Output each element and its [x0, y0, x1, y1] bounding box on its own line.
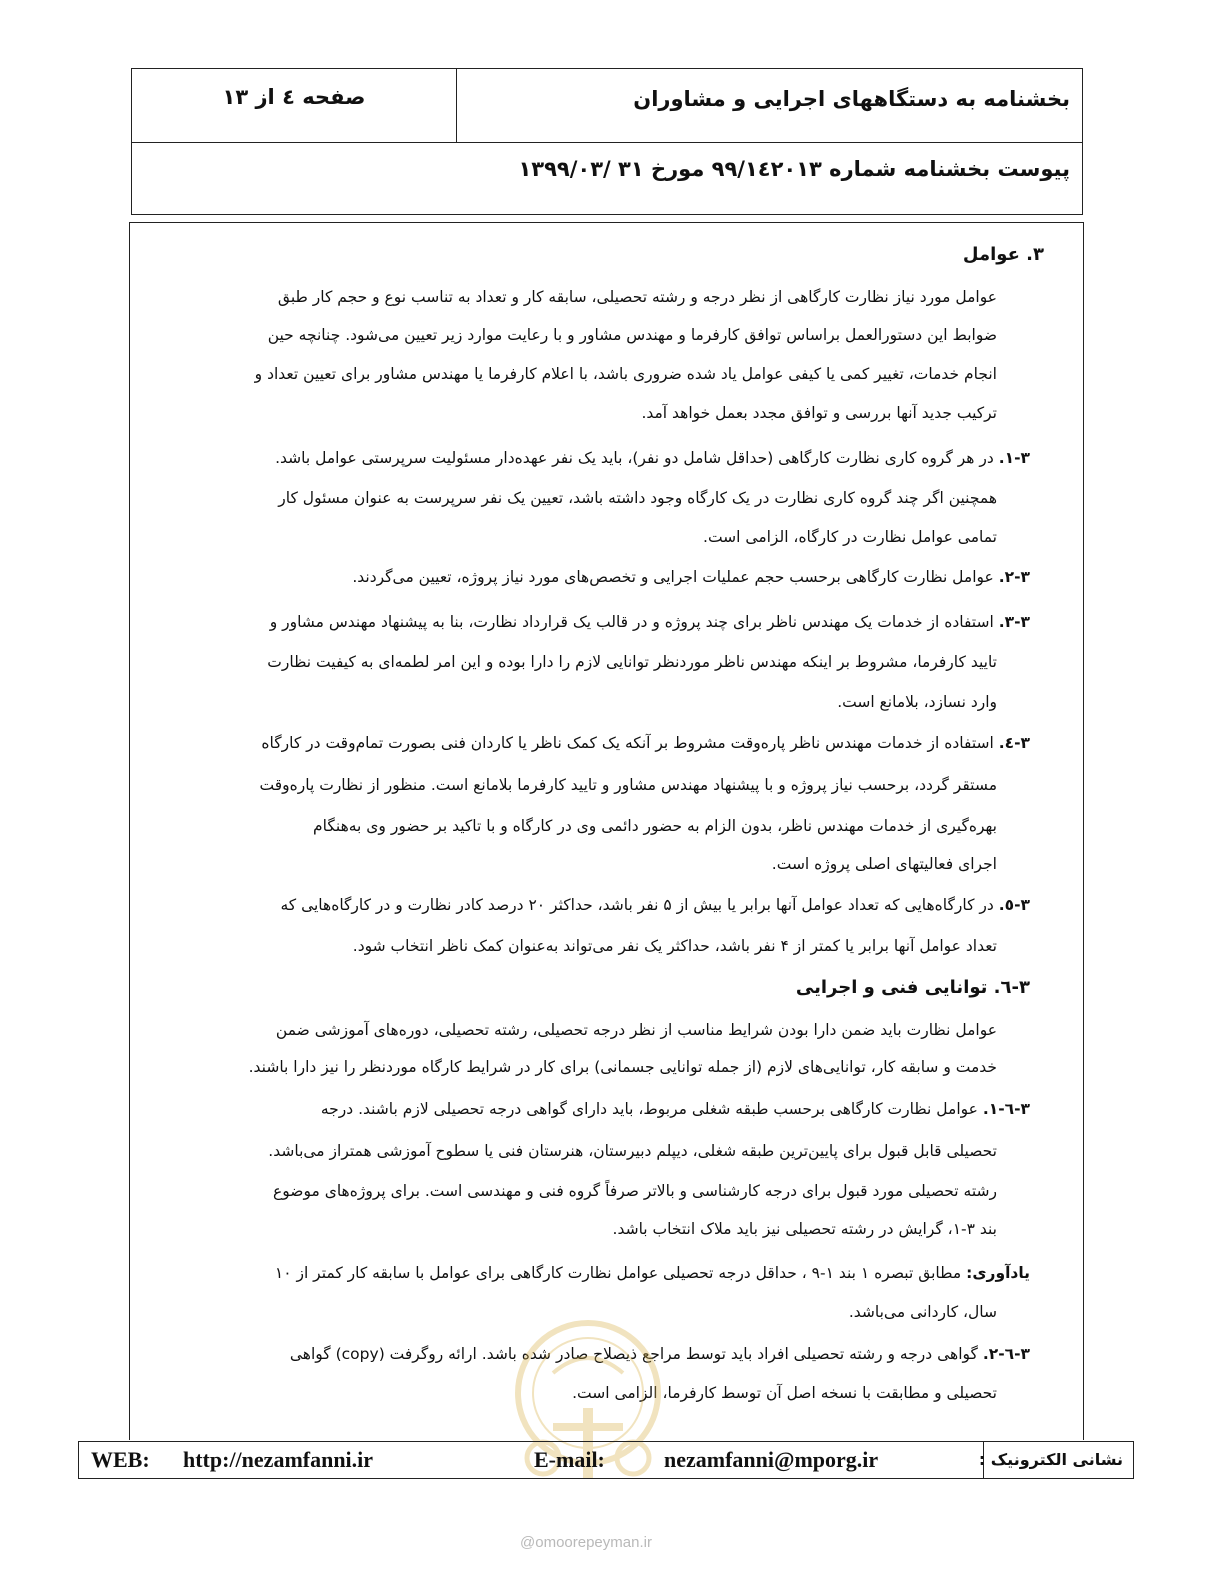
- item-line: تمامی عوامل نظارت در کارگاه، الزامی است.: [703, 528, 997, 546]
- header-divider: [456, 69, 457, 142]
- email-link[interactable]: nezamfanni@mporg.ir: [664, 1447, 879, 1472]
- item-number: ٣-١.: [998, 449, 1030, 467]
- attachment-reference: پیوست بخشنامه شماره ٩٩/١٤٢٠١٣ مورخ ٣١ /١٣٩٩/٠٣: [518, 157, 1070, 181]
- sub-heading: ٣-٦. توانایی فنی و اجرایی: [795, 977, 1030, 998]
- email-label: E-mail:: [534, 1447, 605, 1472]
- item-text: استفاده از خدمات یک مهندس ناظر برای چند پروژه و در قالب یک قرارداد نظارت، بنا به پیشنهاد مهندس مشاور و: [269, 613, 994, 631]
- web-url-link[interactable]: http://nezamfanni.ir: [183, 1447, 374, 1472]
- section-heading: ٣. عوامل: [962, 244, 1044, 265]
- item-number: ٣-٥.: [998, 896, 1030, 914]
- item-number: ٣-٦-٢.: [982, 1345, 1030, 1363]
- item-line: بهره‌گیری از خدمات مهندس ناظر، بدون الزام به حضور دائمی وی در کارگاه و با تاکید بر حضور وی به‌هنگام: [313, 817, 997, 835]
- item-line: بند ٣-١، گرایش در رشته تحصیلی نیز باید ملاک انتخاب باشد.: [612, 1220, 997, 1238]
- item-line: مستقر گردد، برحسب نیاز پروژه و با پیشنهاد مهندس مشاور و تایید کارفرما بلامانع است. منظور از نظارت پاره‌وقت: [259, 776, 997, 794]
- item-text: استفاده از خدمات مهندس ناظر پاره‌وقت مشروط بر آنکه یک کمک ناظر یا کاردان فنی بصورت تمام‌وقت در کارگاه: [261, 734, 994, 752]
- page-number: صفحه ٤ از ١٣: [222, 85, 366, 109]
- item-line: همچنین اگر چند گروه کاری نظارت در یک کارگاه وجود داشته باشد، تعیین یک نفر سرپرست به عنوان مسئول کار: [278, 489, 997, 507]
- reminder-text: مطابق تبصره ۱ بند ۱-۹ ، حداقل درجه تحصیلی عوامل نظارت کارگاهی برای عوامل با سابقه کار کمتر از ۱۰: [274, 1264, 962, 1282]
- reminder-line: سال، کاردانی می‌باشد.: [848, 1303, 997, 1321]
- item-line: تحصیلی و مطابقت با نسخه اصل آن توسط کارفرما، الزامی است.: [572, 1384, 997, 1402]
- item-text: در کارگاه‌هایی که تعداد عوامل آنها برابر یا بیش از ۵ نفر باشد، حداکثر ۲۰ درصد کادر نظارت و در کارگاه‌هایی که: [280, 896, 994, 914]
- item-line: اجرای فعالیتهای اصلی پروژه است.: [771, 855, 997, 873]
- item-3-1: [275, 446, 1030, 470]
- web-label: WEB:: [91, 1447, 150, 1472]
- item-line: تحصیلی قابل قبول برای پایین‌ترین طبقه شغلی، دیپلم دبیرستان، هنرستان فنی یا سطوح آموزشی همتراز می‌باشد.: [268, 1142, 997, 1160]
- item-number: ٣-٣.: [998, 613, 1030, 631]
- intro-line: ترکیب جدید آنها بررسی و توافق مجدد بعمل خواهد آمد.: [641, 404, 997, 422]
- item-line: تعداد عوامل آنها برابر یا کمتر از ۴ نفر باشد، حداکثر یک نفر می‌تواند به‌عنوان کمک ناظر انتخاب شود.: [352, 937, 997, 955]
- intro-line: عوامل مورد نیاز نظارت کارگاهی از نظر درجه و رشته تحصیلی، سابقه کار و تعداد به تناسب نوع و حجم کار طبق: [277, 288, 997, 306]
- item-number: ٣-٤.: [998, 734, 1030, 752]
- header-table: [131, 68, 1083, 215]
- item-text: گواهی درجه و رشته تحصیلی افراد باید توسط مراجع ذیصلاح صادر شده باشد. ارائه روگرفت (copy) گواهی: [289, 1345, 978, 1363]
- reminder-note: [275, 1261, 1030, 1285]
- item-3-2: [352, 565, 1030, 589]
- item-line: وارد نسازد، بلامانع است.: [837, 693, 997, 711]
- item-3-3: [270, 610, 1030, 634]
- item-number: ٣-٦-١.: [982, 1100, 1030, 1118]
- intro-line: ضوابط این دستورالعمل براساس توافق کارفرما و مهندس مشاور و با رعایت موارد زیر تعیین می‌شود. چنانچه حین: [267, 326, 997, 344]
- item-line: رشته تحصیلی مورد قبول برای درجه کارشناسی و بالاتر صرفاً گروه فنی و مهندسی است. برای پروژه‌های موضوع: [273, 1182, 997, 1200]
- reminder-label: یادآوری:: [966, 1264, 1030, 1282]
- item-3-5: [280, 893, 1030, 917]
- sub-intro-line: خدمت و سابقه کار، توانایی‌های لازم (از جمله توانایی جسمانی) برای کار در شرایط کارگاه موردنظر را نیز دارا باشند.: [248, 1058, 997, 1076]
- address-label: نشانی الکترونیک :: [978, 1450, 1123, 1469]
- item-text: در هر گروه کاری نظارت کارگاهی (حداقل شامل دو نفر)، باید یک نفر عهده‌دار مسئولیت سرپرستی عوامل باشد.: [275, 449, 994, 467]
- document-title: بخشنامه به دستگاههای اجرایی و مشاوران: [633, 87, 1070, 111]
- item-line: تایید کارفرما، مشروط بر اینکه مهندس ناظر موردنظر توانایی لازم را دارا بوده و این امر لطمه‌ای به کیفیت نظارت: [267, 653, 997, 671]
- item-text: عوامل نظارت کارگاهی برحسب حجم عملیات اجرایی و تخصص‌های مورد نیاز پروژه، تعیین می‌گردند.: [352, 568, 994, 586]
- item-text: عوامل نظارت کارگاهی برحسب طبقه شغلی مربوط، باید دارای گواهی درجه تحصیلی لازم باشند. درجه: [320, 1100, 978, 1118]
- item-number: ٣-٢.: [998, 568, 1030, 586]
- sub-intro-line: عوامل نظارت باید ضمن دارا بودن شرایط مناسب از نظر درجه تحصیلی، رشته تحصیلی، دوره‌های آموزشی ضمن: [275, 1021, 997, 1039]
- intro-line: انجام خدمات، تغییر کمی یا کیفی عوامل یاد شده ضروری باشد، با اعلام کارفرما یا مهندس مشاور برای تعیین تعداد و: [254, 365, 997, 383]
- item-3-4: [261, 731, 1030, 755]
- item-3-6-1: [321, 1097, 1030, 1121]
- site-watermark: @omoorepeyman.ir: [520, 1534, 652, 1551]
- footer-bar: [78, 1441, 1134, 1479]
